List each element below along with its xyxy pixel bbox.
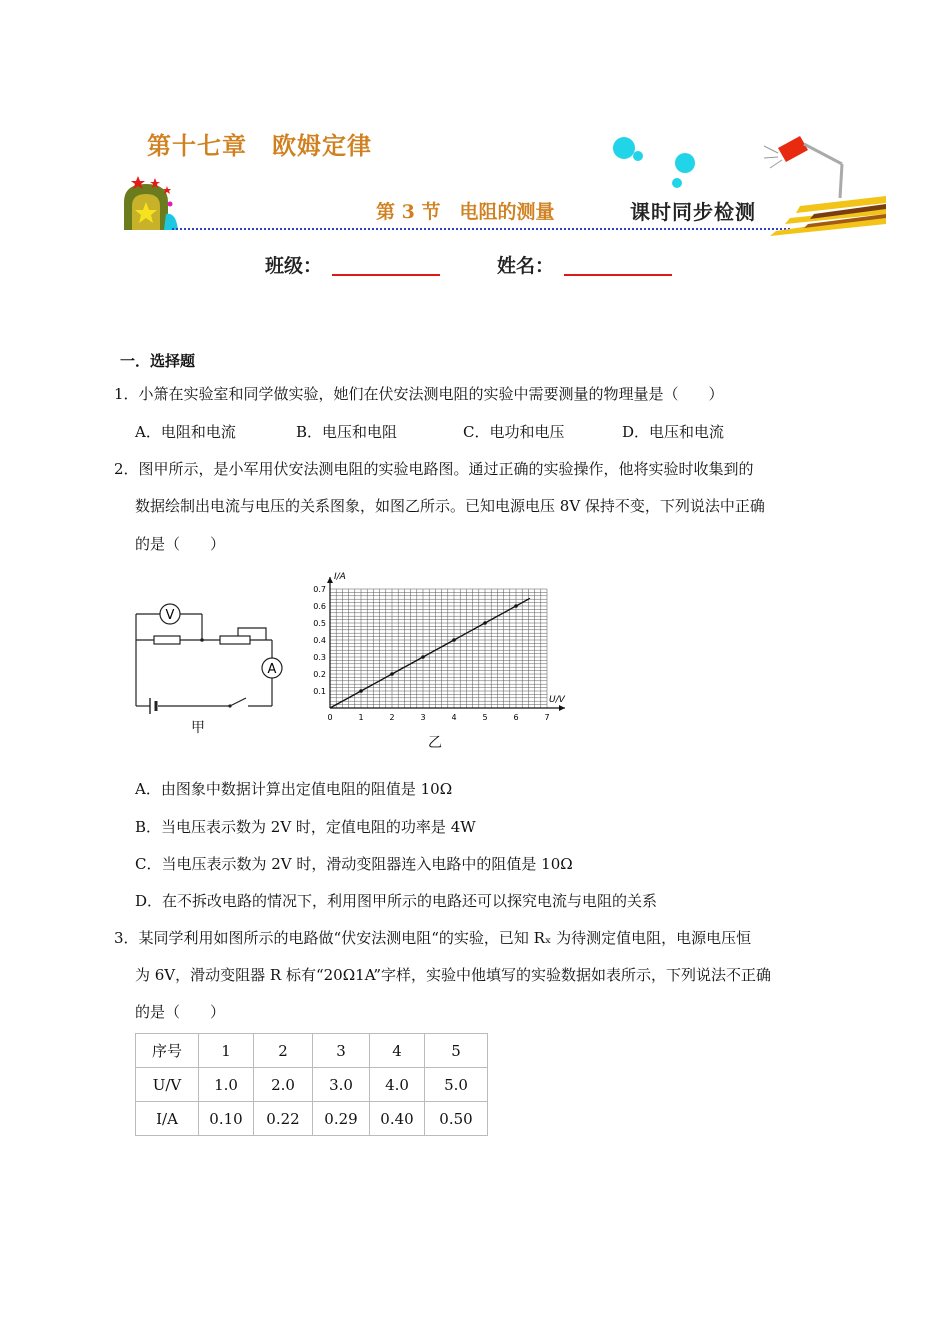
q1-option-d[interactable]: D．电压和电流 [622,423,725,441]
x-tick-label: 6 [513,713,519,722]
circuit-diagram [128,596,288,736]
x-tick-label: 5 [482,713,488,722]
x-axis-label: U/V [549,695,565,705]
q3-stem-line1: 3．某同学利用如图所示的电路做“伏安法测电阻“的实验，已知 Rₓ 为待测定值电阻，电源电压恒 [114,929,752,947]
banner-stripes [770,196,886,236]
chapter-title: 第十七章 欧姆定律 [147,131,372,160]
x-tick-label: 7 [544,713,550,722]
x-tick-label: 0 [327,713,333,722]
table-cell: 3.0 [313,1068,370,1102]
x-tick-label: 1 [358,713,364,722]
q3-stem-line2: 为 6V，滑动变阻器 R 标有“20Ω1A”字样，实验中他填写的实验数据如表所示，下列说法不正确 [135,966,772,984]
table-cell: 0.50 [425,1102,488,1136]
q1-stem: 1．小箫在实验室和同学做实验，她们在伏安法测电阻的实验中需要测量的物理量是（ ） [114,385,724,403]
q2-option-c[interactable]: C．当电压表示数为 2V 时，滑动变阻器连入电路中的阻值是 10Ω [135,855,573,873]
section-title: 第 3 节 电阻的测量 [376,201,555,223]
x-tick-label: 2 [389,713,395,722]
section-heading: 一．选择题 [120,352,196,370]
table-row [136,1034,488,1068]
table-cell: 1 [199,1034,254,1068]
rheostat-symbol [220,636,250,644]
bubble-decoration [672,178,682,188]
name-label: 姓名： [497,255,555,277]
y-tick-label: 0.2 [313,670,326,679]
data-point [483,621,487,625]
x-tick-label: 4 [451,713,457,722]
q2-option-a[interactable]: A．由图象中数据计算出定值电阻的阻值是 10Ω [135,780,453,798]
q1-option-a[interactable]: A．电阻和电流 [135,423,236,441]
table-cell: 5.0 [425,1068,488,1102]
y-tick-label: 0.4 [313,636,326,645]
table-cell: 0.40 [370,1102,425,1136]
name-field[interactable] [564,250,672,276]
bubble-decoration [633,151,643,161]
y-axis-label: I/A [334,572,346,582]
ammeter-label: A [267,662,277,677]
table-cell: 0.29 [313,1102,370,1136]
x-tick-label: 3 [420,713,426,722]
table-cell: U/V [136,1068,199,1102]
class-label: 班级： [265,255,323,277]
q3-stem-line3: 的是（ ） [135,1003,226,1021]
bubble-decoration [613,137,635,159]
data-point [452,638,456,642]
y-tick-label: 0.7 [313,585,326,594]
table-row [136,1068,488,1102]
y-tick-label: 0.5 [313,619,326,628]
table-cell: 4 [370,1034,425,1068]
q2-stem-line2: 数据绘制出电流与电压的关系图象，如图乙所示。已知电源电压 8V 保持不变，下列说法中正确 [135,497,765,515]
y-tick-label: 0.6 [313,602,326,611]
q1-option-b[interactable]: B．电压和电阻 [296,423,398,441]
x-axis-arrow [559,705,565,711]
resistor-symbol [154,636,180,644]
bubble-decoration [675,153,695,173]
table-cell: I/A [136,1102,199,1136]
table-cell: 5 [425,1034,488,1068]
tagline: 课时同步检测 [630,200,756,224]
q2-stem-line3: 的是（ ） [135,535,226,553]
y-axis-arrow [327,577,333,583]
q2-option-d[interactable]: D．在不拆改电路的情况下，利用图甲所示的电路还可以探究电流与电阻的关系 [135,892,658,910]
data-point [390,672,394,676]
table-row [136,1102,488,1136]
y-tick-label: 0.3 [313,653,326,662]
table-cell: 0.10 [199,1102,254,1136]
q2-stem-line1: 2．图甲所示，是小军用伏安法测电阻的实验电路图。通过正确的实验操作，他将实验时收集到的 [114,460,754,478]
table-cell: 3 [313,1034,370,1068]
class-field[interactable] [332,250,440,276]
data-point [421,655,425,659]
table-cell: 0.22 [254,1102,313,1136]
table-cell: 序号 [136,1034,199,1068]
fig-a-caption: 甲 [191,720,205,736]
fig-b-caption: 乙 [428,735,442,751]
q1-option-c[interactable]: C．电功和电压 [463,423,565,441]
data-point [359,689,363,693]
table-cell: 2.0 [254,1068,313,1102]
table-cell: 1.0 [199,1068,254,1102]
table-cell: 2 [254,1034,313,1068]
desk-lamp-icon [764,136,842,198]
q2-option-b[interactable]: B．当电压表示数为 2V 时，定值电阻的功率是 4W [135,818,476,836]
y-tick-label: 0.1 [313,687,326,696]
data-point [514,604,518,608]
table-cell: 4.0 [370,1068,425,1102]
star-badge-icon [124,176,178,230]
iv-graph [300,562,580,727]
voltmeter-label: V [165,608,175,623]
data-table [135,1033,488,1136]
chart-series [330,598,530,708]
